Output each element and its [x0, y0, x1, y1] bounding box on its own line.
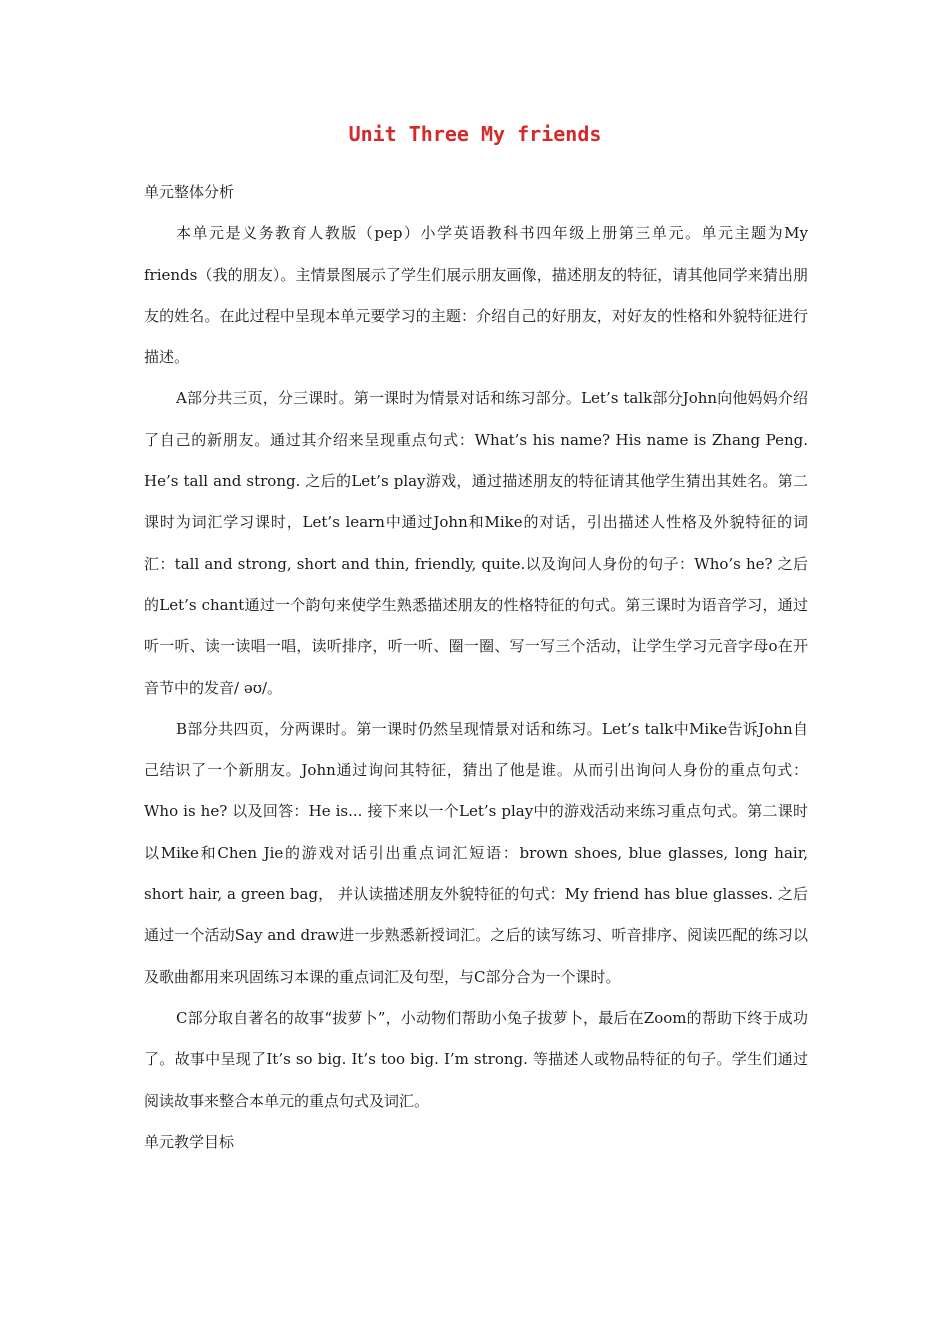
- paragraph-part-a: A部分共三页，分三课时。第一课时为情景对话和练习部分。Let’s talk部分John向他妈妈介绍了自己的新朋友。通过其介绍来呈现重点句式：What’s his name? His name is Zhang Peng. He’s tall and strong. 之后的Let’s play游戏，通过描述朋友的特征请其他学生猜出其姓名。第二课时为词汇学习课时，Let’s learn中通过John和Mike的对话，引出描述人性格及外貌特征的词汇：tall and strong, short and thin, friendly, quite.以及询问人身份的句子：Who’s he? 之后的Let’s chant通过一个韵句来使学生熟悉描述朋友的性格特征的句式。第三课时为语音学习，通过听一听、读一读唱一唱，读听排序，听一听、圈一圈、写一写三个活动，让学生学习元音字母o在开音节中的发音/ əʊ/。: [144, 389, 808, 697]
- paragraph-part-b: B部分共四页，分两课时。第一课时仍然呈现情景对话和练习。Let’s talk中Mike告诉John自己结识了一个新朋友。John通过询问其特征，猜出了他是谁。从而引出询问人身份的重点句式：Who is he? 以及回答：He is... 接下来以一个Let’s play中的游戏活动来练习重点句式。第二课时以Mike和Chen Jie的游戏对话引出重点词汇短语：brown shoes, blue glasses, long hair, short hair, a green bag， 并认读描述朋友外貌特征的句式：My friend has blue glasses. 之后通过一个活动Say and draw进一步熟悉新授词汇。之后的读写练习、听音排序、阅读匹配的练习以及歌曲都用来巩固练习本课的重点词汇及句型，与C部分合为一个课时。: [144, 719, 808, 986]
- section-heading-analysis: 单元整体分析: [144, 183, 235, 201]
- section-heading-objectives: 单元教学目标: [144, 1132, 235, 1151]
- paragraph-part-c: C部分取自著名的故事“拔萝卜”，小动物们帮助小兔子拔萝卜，最后在Zoom的帮助下终于成功了。故事中呈现了It’s so big. It’s too big. I’m strong. 等描述人或物品特征的句子。学生们通过阅读故事来整合本单元的重点句式及词汇。: [144, 1008, 808, 1110]
- paragraph-intro: 本单元是义务教育人教版（pep）小学英语教科书四年级上册第三单元。单元主题为My friends（我的朋友）。主情景图展示了学生们展示朋友画像，描述朋友的特征，请其他同学来猜出朋友的姓名。在此过程中呈现本单元要学习的主题：介绍自己的好朋友，对好友的性格和外貌特征进行描述。: [144, 224, 808, 367]
- document-title: Unit Three My friends: [348, 122, 602, 146]
- document-body: [144, 172, 808, 1163]
